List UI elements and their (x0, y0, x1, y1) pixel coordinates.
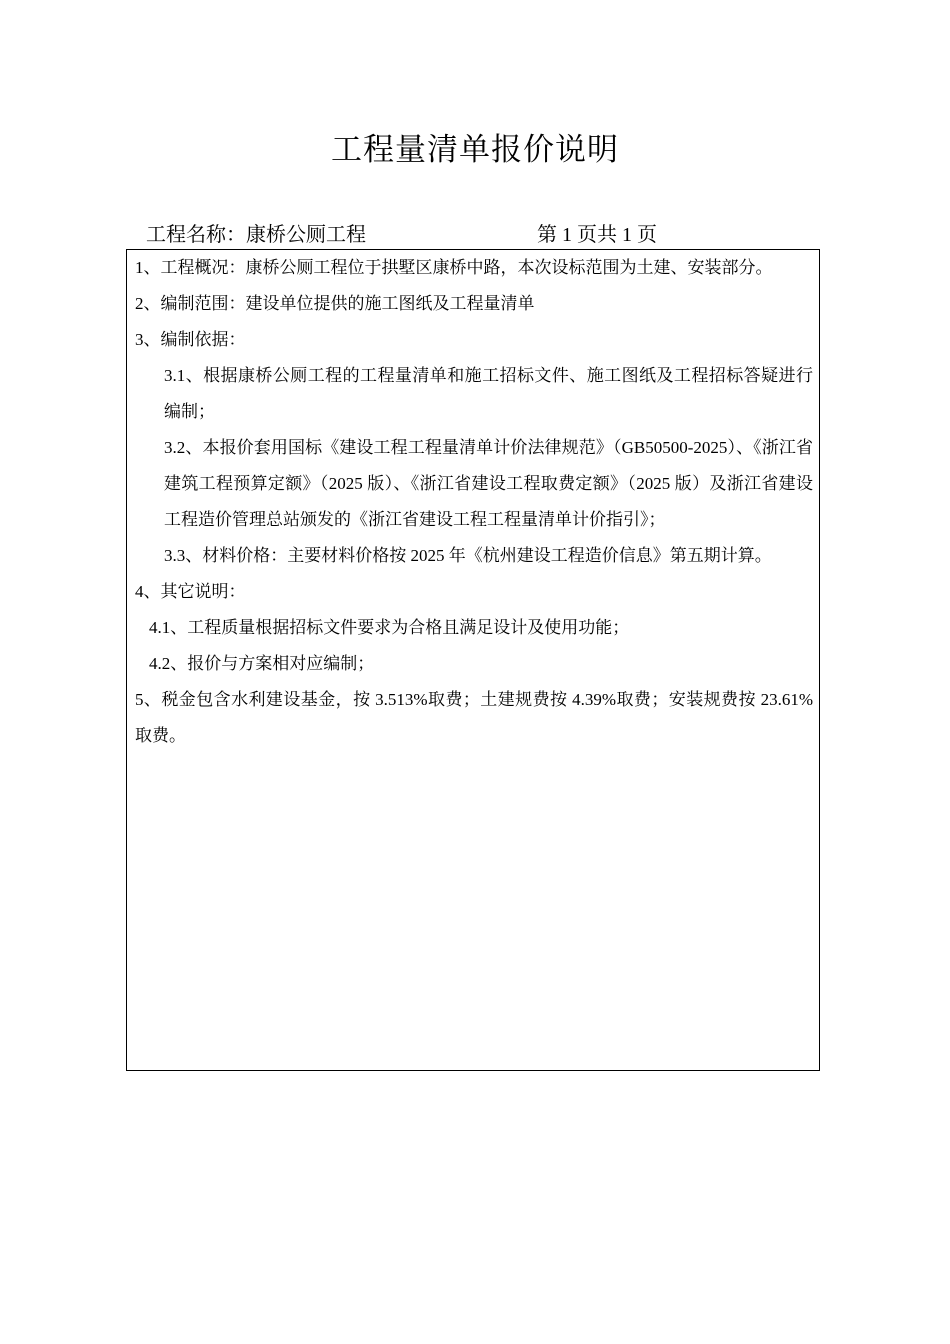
document-title: 工程量清单报价说明 (331, 132, 619, 168)
description-content (135, 250, 813, 754)
item-3-basis-heading: 3、编制依据： (135, 330, 246, 349)
item-4-2-quote-scheme: 4.2、报价与方案相对应编制； (149, 654, 375, 673)
page-indicator: 第 1 页共 1 页 (537, 224, 657, 246)
item-5-taxes-fees: 5、税金包含水利建设基金，按 3.513%取费；土建规费按 4.39%取费；安装规费按 23.61%取费。 (135, 690, 813, 745)
item-3-1-basis-documents: 3.1、根据康桥公厕工程的工程量清单和施工招标文件、施工图纸及工程招标答疑进行编制； (164, 366, 813, 421)
item-2-scope: 2、编制范围：建设单位提供的施工图纸及工程量清单 (135, 294, 535, 313)
item-4-other-notes-heading: 4、其它说明： (135, 582, 246, 601)
item-1-project-overview: 1、工程概况：康桥公厕工程位于拱墅区康桥中路，本次设标范围为土建、安装部分。 (135, 258, 773, 277)
description-box (126, 249, 820, 1071)
item-3-3-material-prices: 3.3、材料价格：主要材料价格按 2025 年《杭州建设工程造价信息》第五期计算。 (164, 546, 772, 565)
item-3-2-standards: 3.2、本报价套用国标《建设工程工程量清单计价法律规范》（GB50500-2025）、《浙江省建筑工程预算定额》（2025 版）、《浙江省建设工程取费定额》（2025 版）及浙江省建设工程造价管理总站颁发的《浙江省建设工程工程量清单计价指引》； (164, 438, 813, 529)
item-4-1-quality: 4.1、工程质量根据招标文件要求为合格且满足设计及使用功能； (149, 618, 630, 637)
project-name: 工程名称：康桥公厕工程 (146, 224, 366, 246)
